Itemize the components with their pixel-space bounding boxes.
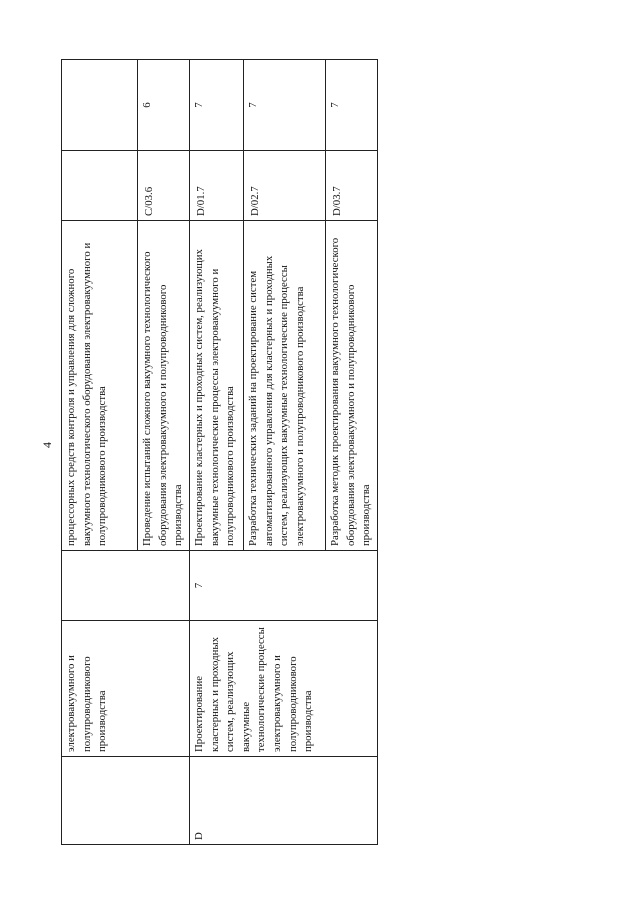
- functions-table: [61, 59, 378, 845]
- cell-sublevel: 7: [243, 60, 325, 151]
- cell-function-text: процессорных средств контроля и управления для сложного вакуумного технологического оборудования электровакуумного и полупроводникового производства: [62, 221, 138, 551]
- cell-function-text: Разработка методик проектирования вакуумного технологического оборудования электровакуумного и полупроводникового производства: [325, 221, 377, 551]
- cell-function-text: Проектирование кластерных и проходных систем, реализующих вакуумные технологические процессы электровакуумного и полупроводникового производства: [189, 221, 243, 551]
- cell-sublevel: [62, 60, 138, 151]
- cell-function-code: D/03.7: [325, 151, 377, 221]
- page-number: 4: [40, 442, 54, 448]
- cell-function-code: D/02.7: [243, 151, 325, 221]
- cell-qualification-level: [62, 551, 190, 621]
- cell-sublevel: 7: [325, 60, 377, 151]
- cell-sublevel: 6: [138, 60, 190, 151]
- table-row: [189, 60, 243, 845]
- cell-function-text: Разработка технических заданий на проектирование систем автоматизированного управления для кластерных и проходных систем, реализующих вакуумные технологические процессы электровакуумного и полупроводникового производства: [243, 221, 325, 551]
- cell-qualification-level: 7: [189, 551, 377, 621]
- cell-code-letter: D: [189, 757, 377, 845]
- rotated-table-sheet: [61, 60, 373, 845]
- cell-function-code: [62, 151, 138, 221]
- cell-function-code: D/01.7: [189, 151, 243, 221]
- cell-code-letter: [62, 757, 190, 845]
- cell-function-text: Проведение испытаний сложного вакуумного технологического оборудования электровакуумного и полупроводникового производства: [138, 221, 190, 551]
- cell-generalized-function: электровакуумного и полупроводникового производства: [62, 621, 190, 757]
- table-row: [62, 60, 138, 845]
- cell-function-code: C/03.6: [138, 151, 190, 221]
- cell-sublevel: 7: [189, 60, 243, 151]
- cell-generalized-function: Проектирование кластерных и проходных систем, реализующих вакуумные технологические процессы электровакуумного и полупроводникового производства: [189, 621, 377, 757]
